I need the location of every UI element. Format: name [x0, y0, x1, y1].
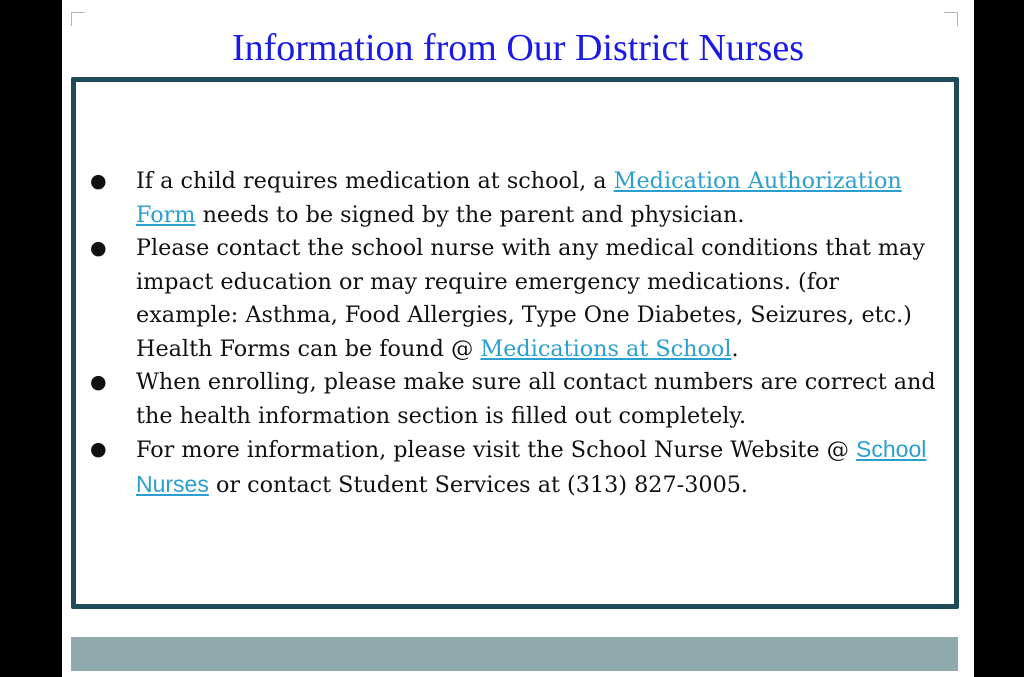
page-corner-mark-right-h: [944, 12, 958, 13]
list-item: [86, 366, 946, 433]
info-list: [86, 165, 946, 502]
item-text: or contact Student Services at (313) 827-3005.: [208, 471, 749, 498]
list-item: [86, 232, 946, 366]
info-box: [71, 77, 959, 609]
medications-at-school-link[interactable]: Medications at School: [480, 335, 732, 362]
list-item: [86, 165, 946, 232]
document-page: [62, 0, 974, 677]
bullet-icon: ●: [90, 438, 107, 460]
page-corner-mark-left-h: [71, 12, 85, 13]
item-text: .: [731, 335, 739, 362]
medication-authorization-form-link[interactable]: Medication Authorization Form: [136, 168, 902, 228]
footer-bar: [71, 637, 958, 671]
list-item: [86, 433, 946, 502]
page-corner-mark-left: [71, 12, 72, 26]
bullet-icon: ●: [90, 371, 107, 393]
bullet-icon: ●: [90, 170, 107, 192]
item-text: If a child requires medication at school, a: [136, 168, 614, 194]
item-text: For more information, please visit the School Nurse Website @: [136, 437, 857, 463]
item-text: Please contact the school nurse with any medical conditions that may impact education or may require emergency medications. (for example: Asthma, Food Allergies, Type One Diabetes, Seizures, etc.) Health Forms can be found @: [136, 235, 925, 362]
item-text: needs to be signed by the parent and physician.: [195, 201, 745, 228]
school-nurses-link[interactable]: School Nurses: [136, 436, 927, 497]
bullet-icon: ●: [90, 237, 107, 259]
page-corner-mark-right: [957, 12, 958, 26]
item-text: When enrolling, please make sure all contact numbers are correct and the health information section is filled out completely.: [136, 369, 936, 429]
page-title: Information from Our District Nurses: [232, 27, 804, 69]
